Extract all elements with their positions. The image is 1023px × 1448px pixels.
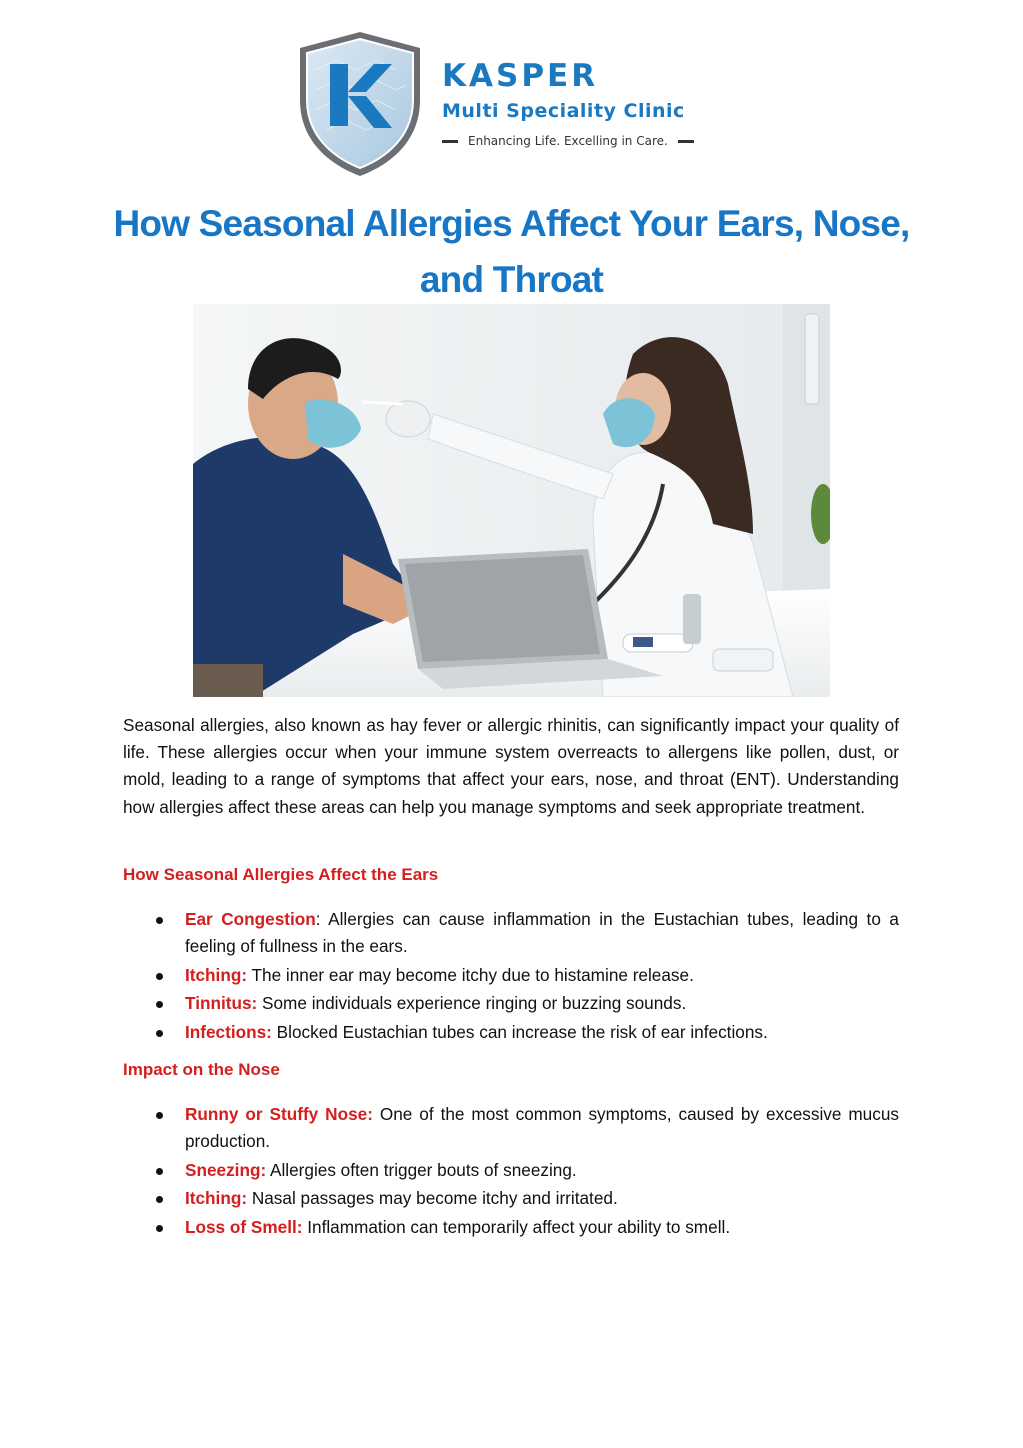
tagline: Enhancing Life. Excelling in Care. [468, 134, 668, 148]
section-heading-ears: How Seasonal Allergies Affect the Ears [123, 865, 439, 884]
list-item [123, 962, 899, 989]
list-item-term: Ear Congestion [185, 909, 316, 929]
bullet-icon [156, 1001, 163, 1008]
tagline-dash-right [678, 140, 694, 143]
doctor-patient-photo [193, 304, 830, 697]
clinic-logo [296, 30, 726, 180]
bullet-icon [156, 973, 163, 980]
list-item [123, 990, 899, 1017]
nose-bullet-list [123, 1101, 899, 1242]
bullet-icon [156, 1030, 163, 1037]
brand-subtitle: Multi Speciality Clinic [442, 100, 685, 122]
bullet-icon [156, 917, 163, 924]
list-item [123, 1101, 899, 1156]
bullet-icon [156, 1225, 163, 1232]
list-item-text: Allergies often trigger bouts of sneezing. [266, 1159, 577, 1180]
list-item-text: Blocked Eustachian tubes can increase the risk of ear infections. [271, 1021, 768, 1042]
bullet-icon [156, 1196, 163, 1203]
list-item-text: Inflammation can temporarily affect your ability to smell. [302, 1216, 731, 1237]
list-item [123, 1019, 899, 1046]
article-photo [193, 304, 830, 697]
list-item-term: Runny or Stuffy Nose: [185, 1104, 373, 1124]
shield-k-icon [296, 30, 424, 178]
list-item [123, 1185, 899, 1212]
list-item-text: Some individuals experience ringing or buzzing sounds. [257, 993, 687, 1014]
tagline-row [442, 131, 722, 151]
list-item-text: One of the most common symptoms, caused by excessive mucus production. [185, 1104, 899, 1152]
intro-paragraph: Seasonal allergies, also known as hay fever or allergic rhinitis, can significantly impact your quality of life. These allergies occur when your immune system overreacts to allergens like pollen, dust, or mold, leading to a range of symptoms that affect your ears, nose, and throat (ENT). Understanding how allergies affect these areas can help you manage symptoms and seek appropriate treatment. [123, 715, 899, 817]
list-item-term: Sneezing: [185, 1159, 267, 1180]
list-item-text: Nasal passages may become itchy and irritated. [247, 1188, 618, 1209]
list-item-term: Itching: [185, 1188, 248, 1209]
list-item-term: Infections: [185, 1021, 272, 1042]
list-item-text: The inner ear may become itchy due to histamine release. [247, 964, 694, 985]
list-item-text: : Allergies can cause inflammation in the Eustachian tubes, leading to a feeling of fullness in the ears. [185, 909, 899, 957]
section-heading-nose: Impact on the Nose [123, 1060, 280, 1079]
ears-bullet-list [123, 906, 899, 1047]
tagline-dash-left [442, 140, 458, 143]
list-item [123, 1214, 899, 1241]
list-item-term: Tinnitus: [185, 993, 258, 1014]
article-body [123, 712, 899, 1237]
bullet-icon [156, 1168, 163, 1175]
list-item [123, 1157, 899, 1184]
brand-name: KASPER [442, 58, 599, 94]
list-item-term: Itching: [185, 964, 248, 985]
article-title: How Seasonal Allergies Affect Your Ears, Nose, and Throat [113, 203, 910, 300]
list-item [123, 906, 899, 961]
list-item-term: Loss of Smell: [185, 1216, 303, 1237]
bullet-icon [156, 1112, 163, 1119]
